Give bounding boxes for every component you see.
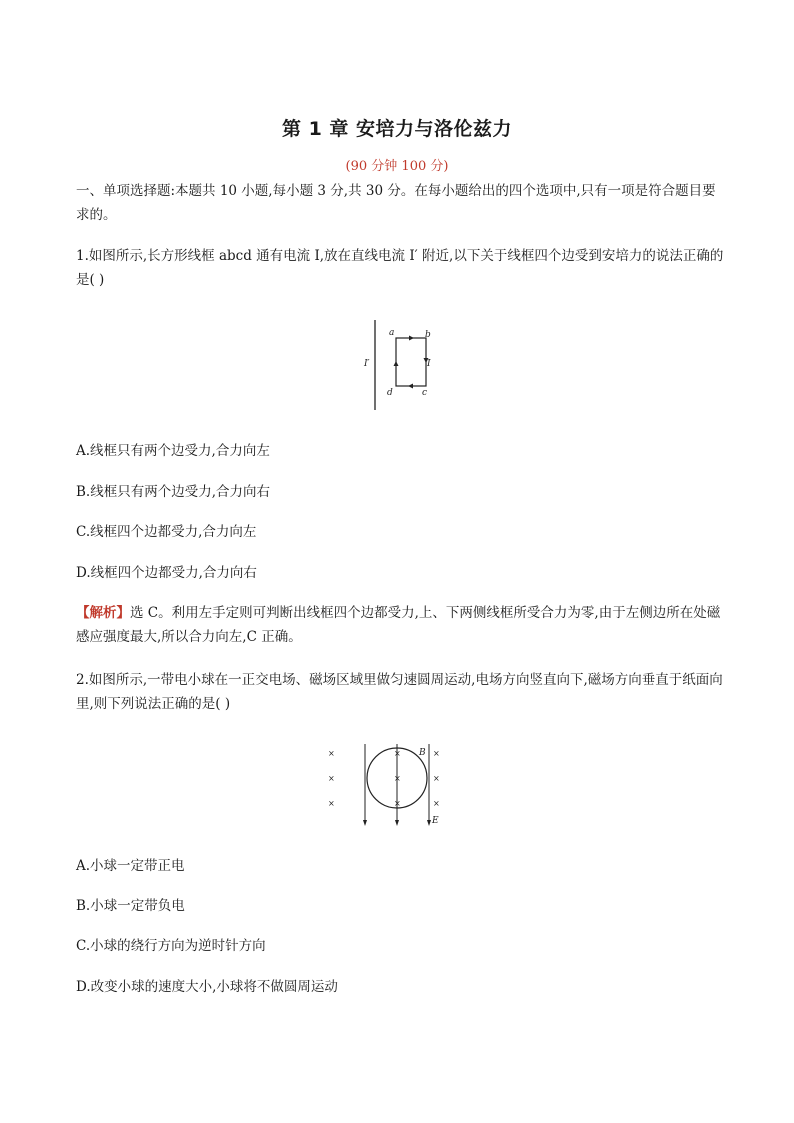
cross-icon: × bbox=[394, 774, 401, 783]
label-E: E bbox=[432, 816, 439, 826]
q1-option-b: B.线框只有两个边受力,合力向右 bbox=[76, 484, 271, 500]
cross-icon: × bbox=[433, 799, 440, 808]
q2-option-d: D.改变小球的速度大小,小球将不做圆周运动 bbox=[76, 979, 338, 995]
page-subtitle: (90 分钟 100 分) bbox=[345, 159, 449, 174]
label-B: B bbox=[419, 748, 426, 758]
cross-icon: × bbox=[394, 799, 401, 808]
analysis-text: 选 C。利用左手定则可判断出线框四个边都受力,上、下两侧线框所受合力为零,由于左侧边所在处磁感应强度最大,所以合力向左,C 正确。 bbox=[76, 605, 721, 645]
page-title: 第 1 章 安培力与洛伦兹力 bbox=[281, 118, 513, 140]
q1-analysis bbox=[76, 601, 726, 649]
cross-icon: × bbox=[328, 799, 335, 808]
label-I-prime: I′ bbox=[364, 359, 370, 369]
cross-icon: × bbox=[433, 749, 440, 758]
cross-icon: × bbox=[433, 774, 440, 783]
question-1-figure bbox=[360, 318, 440, 412]
q2-option-b: B.小球一定带负电 bbox=[76, 898, 185, 914]
label-a: a bbox=[389, 328, 395, 338]
section-intro: 一、单项选择题:本题共 10 小题,每小题 3 分,共 30 分。在每小题给出的四个选项中,只有一项是符合题目要求的。 bbox=[76, 183, 716, 223]
analysis-tag: 【解析】 bbox=[76, 605, 130, 621]
cross-icon: × bbox=[394, 749, 401, 758]
label-d: d bbox=[387, 388, 393, 398]
q1-option-c: C.线框四个边都受力,合力向左 bbox=[76, 524, 257, 540]
question-2-figure bbox=[324, 742, 444, 830]
q1-option-d: D.线框四个边都受力,合力向右 bbox=[76, 565, 257, 581]
q2-option-a: A.小球一定带正电 bbox=[76, 858, 185, 874]
cross-icon: × bbox=[328, 749, 335, 758]
cross-icon: × bbox=[328, 774, 335, 783]
label-I: I bbox=[427, 359, 431, 369]
question-2-stem: 2.如图所示,一带电小球在一正交电场、磁场区域里做匀速圆周运动,电场方向竖直向下,磁场方向垂直于纸面向里,则下列说法正确的是( ) bbox=[76, 672, 723, 712]
q1-option-a: A.线框只有两个边受力,合力向左 bbox=[76, 443, 270, 459]
arrow-down-icon bbox=[363, 820, 367, 826]
question-1-stem: 1.如图所示,长方形线框 abcd 通有电流 I,放在直线电流 I′ 附近,以下关于线框四个边受到安培力的说法正确的是( ) bbox=[76, 248, 724, 288]
current-arrow-right-icon bbox=[409, 336, 414, 341]
arrow-down-icon bbox=[395, 820, 399, 826]
rectangular-loop bbox=[396, 338, 426, 386]
label-b: b bbox=[425, 330, 431, 340]
current-arrow-up-icon bbox=[394, 361, 399, 366]
label-c: c bbox=[422, 388, 428, 398]
q2-option-c: C.小球的绕行方向为逆时针方向 bbox=[76, 938, 266, 954]
current-arrow-left-icon bbox=[408, 384, 413, 389]
arrow-down-icon bbox=[427, 820, 431, 826]
